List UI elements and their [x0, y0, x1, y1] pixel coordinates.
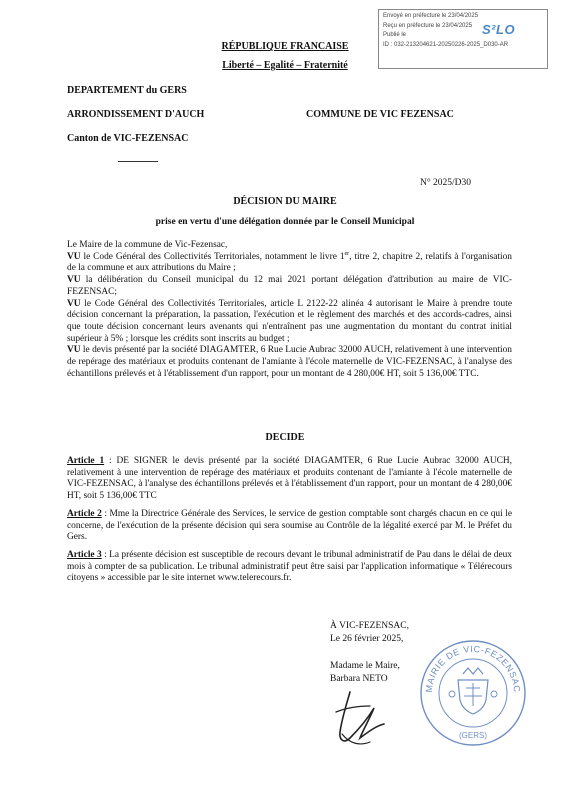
published-label: Publié le	[383, 32, 407, 38]
stamp-id: ID : 032-213204621-20250226-2025_D030-AR	[383, 41, 509, 48]
vu-text: la délibération du Conseil municipal du 12 mai 2021 portant délégation d'attribution au maire de VIC-FEZENSAC;	[67, 275, 512, 297]
vu-keyword: VU	[67, 251, 81, 262]
arrondissement: ARRONDISSEMENT D'AUCH	[67, 109, 205, 120]
article-text: : La présente décision est susceptible de recours devant le tribunal administratif de Pau dans le délai de deux mois à compter de sa publication. Le tribunal administratif peut être saisi par l'application informatique « Télérecours citoyens » accessible par le site internet www.telerecours.fr.	[67, 549, 512, 584]
preamble-vu-4	[67, 345, 512, 380]
article-label: Article 2	[67, 508, 102, 519]
signature-block	[330, 620, 409, 686]
article-label: Article 1	[67, 456, 105, 466]
preamble	[67, 240, 512, 380]
preamble-vu-3	[67, 299, 512, 346]
handwritten-signature	[320, 688, 390, 750]
decision-number: N° 2025/D30	[420, 178, 472, 188]
signature-date: Le 26 février 2025,	[330, 634, 404, 644]
republic-heading: RÉPUBLIQUE FRANCAISE	[221, 41, 349, 52]
signature-role: Madame le Maire,	[330, 661, 400, 671]
received-label: Reçu en préfecture le 23/04/2025	[383, 22, 473, 29]
seal-top-text: MAIRIE DE VIC-FEZENSAC	[423, 643, 523, 693]
article-text: : DE SIGNER le devis présenté par la société DIAGAMTER, 6 Rue Lucie Aubrac 32000 AUCH, relativement à une intervention de repérage des matériaux et produits contenant de l'amiante à l'école maternelle de VIC-FEZENSAC, à l'analyse des échantillons prélevés et à l'établissement d'un rapport, pour un montant de 4 280,00€ HT, soit 5 136,00€ TTC	[67, 456, 512, 502]
vu-text: le devis présenté par la société DIAGAMTER, 6 Rue Lucie Aubrac 32000 AUCH, relativement à une intervention de repérage des matériaux et produits contenant de l'amiante à l'école maternelle de VIC-FEZENSAC, à l'analyse des échantillons prélevés et à l'établissement d'un rapport, pour un montant de 4 280,00€ HT, soit 5 136,00€ TTC.	[67, 345, 512, 379]
commune: COMMUNE DE VIC FEZENSAC	[306, 109, 454, 120]
seal-bottom-text: (GERS)	[459, 731, 487, 740]
article-1	[67, 456, 512, 503]
article-2	[67, 509, 512, 544]
decide-heading: DECIDE	[265, 432, 305, 443]
articles	[67, 456, 512, 585]
decision-title: DÉCISION DU MAIRE	[233, 196, 337, 207]
preamble-intro: Le Maire de la commune de Vic-Fezensac,	[67, 240, 228, 250]
preamble-vu-2	[67, 275, 512, 298]
preamble-vu-1	[67, 252, 512, 275]
prefecture-stamp	[378, 9, 548, 69]
sent-label: Envoyé en préfecture le 23/04/2025	[383, 13, 479, 19]
motto: Liberté – Egalité – Fraternité	[222, 60, 348, 71]
article-3	[67, 550, 512, 585]
vu-text: , titre 2, chapitre 2, relatifs à l'organisation de la commune et aux attributions du Maire ;	[67, 251, 512, 274]
header-divider	[118, 161, 158, 162]
signature-place: À VIC-FEZENSAC,	[330, 621, 409, 631]
vu-keyword: VU	[67, 275, 81, 286]
mairie-seal	[418, 638, 528, 748]
slo-logo: S²LO	[482, 22, 516, 37]
vu-text: le Code Général des Collectivités Territoriales, notamment le livre 1	[80, 251, 345, 262]
decision-subtitle: prise en vertu d'une délégation donnée par le Conseil Municipal	[155, 217, 415, 227]
signature-name: Barbara NETO	[330, 674, 388, 684]
vu-keyword: VU	[67, 298, 81, 309]
vu-text: le Code Général des Collectivités Territoriales, article L 2122-22 alinéa 4 autorisant le Maire à prendre toute décision concernant la préparation, la passation, l'exécution et le règlement des marchés et des accords-cadres, ainsi que toute décision concernant leurs avenants qui n'entraînent pas une augmentation du montant du contrat initial supérieur à 5% ; lorsque les crédits sont inscrits au budget ;	[67, 298, 512, 344]
article-text: : Mme la Directrice Générale des Services, le service de gestion comptable sont chargés chacun en ce qui le concerne, de l'exécution de la présente décision qui sera soumise au Contrôle de la légalité exercé par M. le Préfet du Gers.	[67, 508, 512, 543]
department: DEPARTEMENT du GERS	[67, 85, 187, 96]
article-label: Article 3	[67, 549, 102, 560]
canton: Canton de VIC-FEZENSAC	[67, 133, 189, 144]
vu-sup: er	[344, 250, 350, 257]
vu-keyword: VU	[67, 345, 81, 356]
